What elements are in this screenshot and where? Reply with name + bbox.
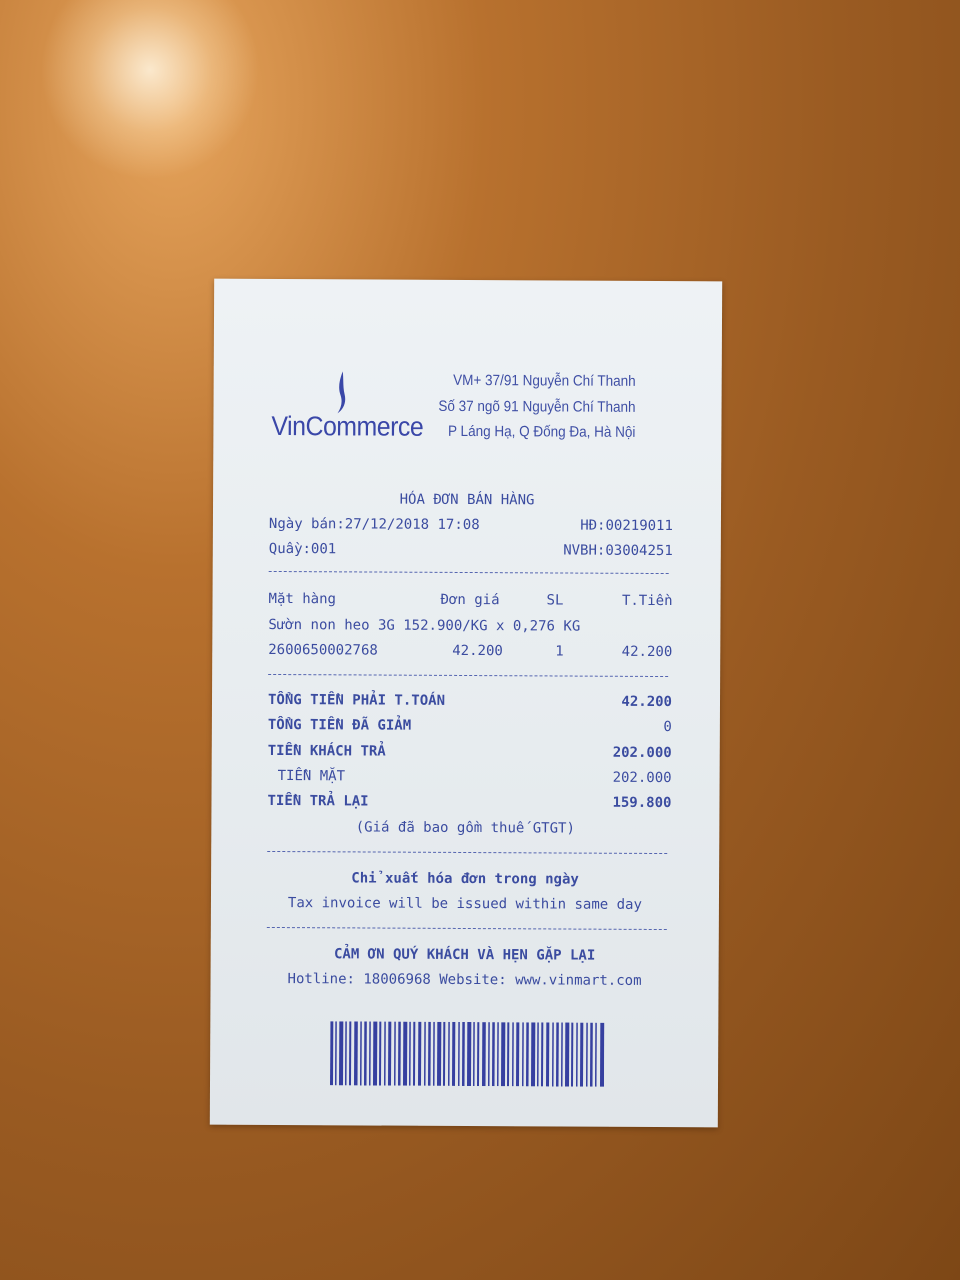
cash-value: 202.000 bbox=[612, 769, 672, 787]
column-header-item: Mặt hàng bbox=[268, 590, 337, 608]
cash-label: TIỀN MẶT bbox=[277, 768, 346, 785]
notice-vietnamese: Chỉ xuất hóa đơn trong ngày bbox=[351, 870, 579, 888]
invoice-number: HĐ:00219011 bbox=[580, 517, 673, 535]
paid-value: 202.000 bbox=[612, 744, 672, 762]
column-header-qty: SL bbox=[546, 592, 564, 609]
item-description: Sườn non heo 3G 152.900/KG x 0,276 KG bbox=[268, 616, 581, 635]
counter-number: Quầy:001 bbox=[268, 540, 337, 558]
discount-label: TỔNG TIỀN ĐÃ GIẢM bbox=[267, 716, 412, 734]
store-address-line3: P Láng Hạ, Q Đống Đa, Hà Nội bbox=[448, 422, 636, 441]
item-qty: 1 bbox=[555, 643, 564, 660]
divider bbox=[269, 571, 669, 574]
light-glare bbox=[40, 0, 260, 180]
vat-note: (Giá đã bao gồm thuế GTGT) bbox=[355, 819, 575, 837]
thank-you-message: CẢM ƠN QUÝ KHÁCH VÀ HẸN GẶP LẠI bbox=[333, 946, 596, 964]
change-label: TIỀN TRẢ LẠI bbox=[267, 792, 369, 810]
vincommerce-logo-icon bbox=[332, 369, 352, 415]
paid-label: TIỀN KHÁCH TRẢ bbox=[267, 742, 386, 760]
brand-logo-text: VinCommerce bbox=[271, 410, 424, 442]
divider bbox=[267, 927, 667, 930]
sale-date: Ngày bán:27/12/2018 17:08 bbox=[268, 515, 480, 534]
contact-info: Hotline: 18006968 Website: www.vinmart.com bbox=[287, 971, 642, 989]
notice-english: Tax invoice will be issued within same day bbox=[287, 895, 642, 913]
total-due-label: TỔNG TIỀN PHẢI T.TOÁN bbox=[267, 691, 446, 709]
column-header-unit-price: Đơn giá bbox=[440, 591, 500, 609]
receipt bbox=[210, 279, 722, 1128]
staff-number: NVBH:03004251 bbox=[563, 542, 673, 560]
total-due-value: 42.200 bbox=[621, 693, 673, 711]
item-code: 2600650002768 bbox=[268, 641, 378, 659]
discount-value: 0 bbox=[663, 719, 672, 736]
invoice-title: HÓA ĐƠN BÁN HÀNG bbox=[399, 491, 535, 509]
divider bbox=[268, 674, 668, 677]
store-address-line1: VM+ 37/91 Nguyễn Chí Thanh bbox=[453, 371, 636, 390]
barcode bbox=[330, 1021, 604, 1086]
change-value: 159.800 bbox=[612, 794, 672, 812]
item-unit-price: 42.200 bbox=[452, 642, 503, 660]
divider bbox=[267, 851, 667, 854]
item-total: 42.200 bbox=[621, 643, 673, 661]
column-header-total: T.Tiền bbox=[621, 592, 673, 610]
store-address-line2: Số 37 ngõ 91 Nguyễn Chí Thanh bbox=[438, 397, 636, 416]
